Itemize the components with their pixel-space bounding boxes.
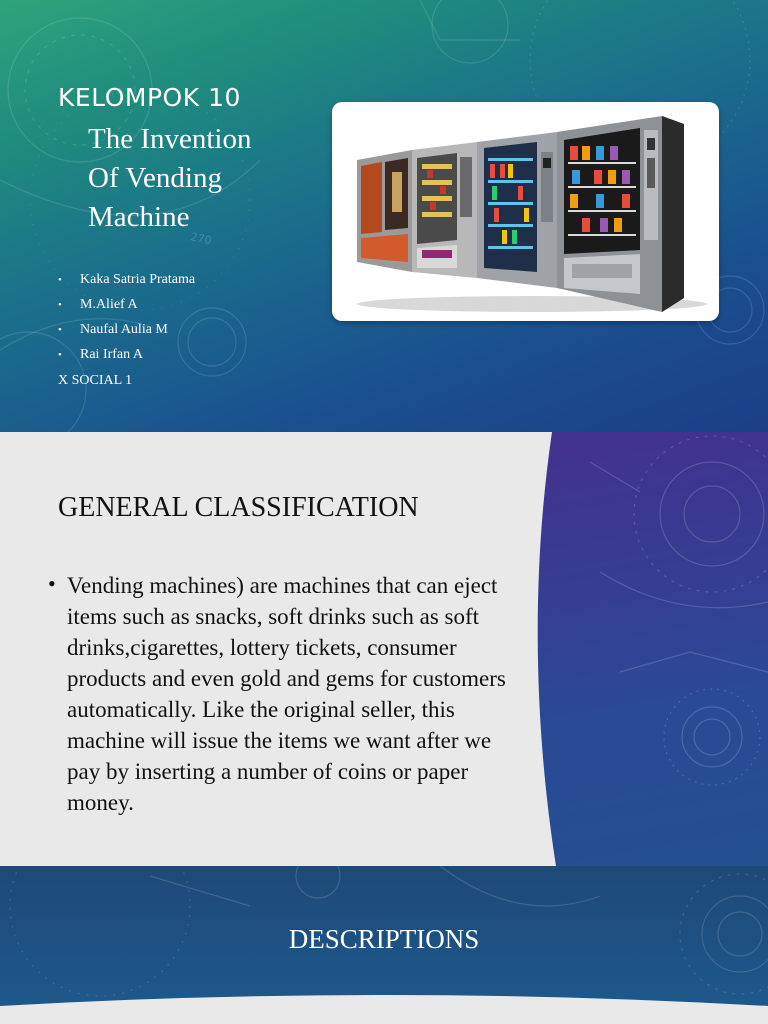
vending-machines-image xyxy=(332,102,719,321)
title-line: The Invention xyxy=(88,123,252,155)
presentation-title xyxy=(88,120,251,237)
section-title: DESCRIPTIONS xyxy=(288,924,480,954)
title-line: Machine xyxy=(88,201,190,233)
class-name: X SOCIAL 1 xyxy=(58,373,133,388)
bullet-icon: • xyxy=(58,349,62,361)
title-line: Of Vending xyxy=(88,162,222,194)
member-name: Kaka Satria Pratama xyxy=(80,272,196,287)
title-slide xyxy=(0,0,768,432)
bullet-icon: • xyxy=(48,571,56,596)
classification-paragraph xyxy=(48,570,518,818)
member-name: Rai Irfan A xyxy=(80,347,143,362)
bullet-icon: • xyxy=(58,274,62,286)
group-label: KELOMPOK 10 xyxy=(58,83,241,112)
vending-machines-illustration xyxy=(332,102,719,321)
section-title: GENERAL CLASSIFICATION xyxy=(58,492,419,523)
member-list xyxy=(58,270,195,370)
svg-text:270: 270 xyxy=(189,230,213,248)
paragraph-text: Vending machines) are machines that can eject items such as snacks, soft drinks such as soft drinks,cigarettes, lottery tickets, consumer products and even gold and gems for customers automatically. Like the original seller, this machine will issue the items we want after we pay by inserting a number of coins or paper money. xyxy=(67,573,506,815)
member-name: Naufal Aulia M xyxy=(80,322,168,337)
member-item xyxy=(58,345,195,370)
general-classification-slide xyxy=(0,432,768,866)
descriptions-slide xyxy=(0,866,768,1024)
member-item xyxy=(58,320,195,345)
member-item xyxy=(58,270,195,295)
member-item xyxy=(58,295,195,320)
bullet-icon: • xyxy=(58,324,62,336)
member-name: M.Alief A xyxy=(80,297,138,312)
bullet-icon: • xyxy=(58,299,62,311)
